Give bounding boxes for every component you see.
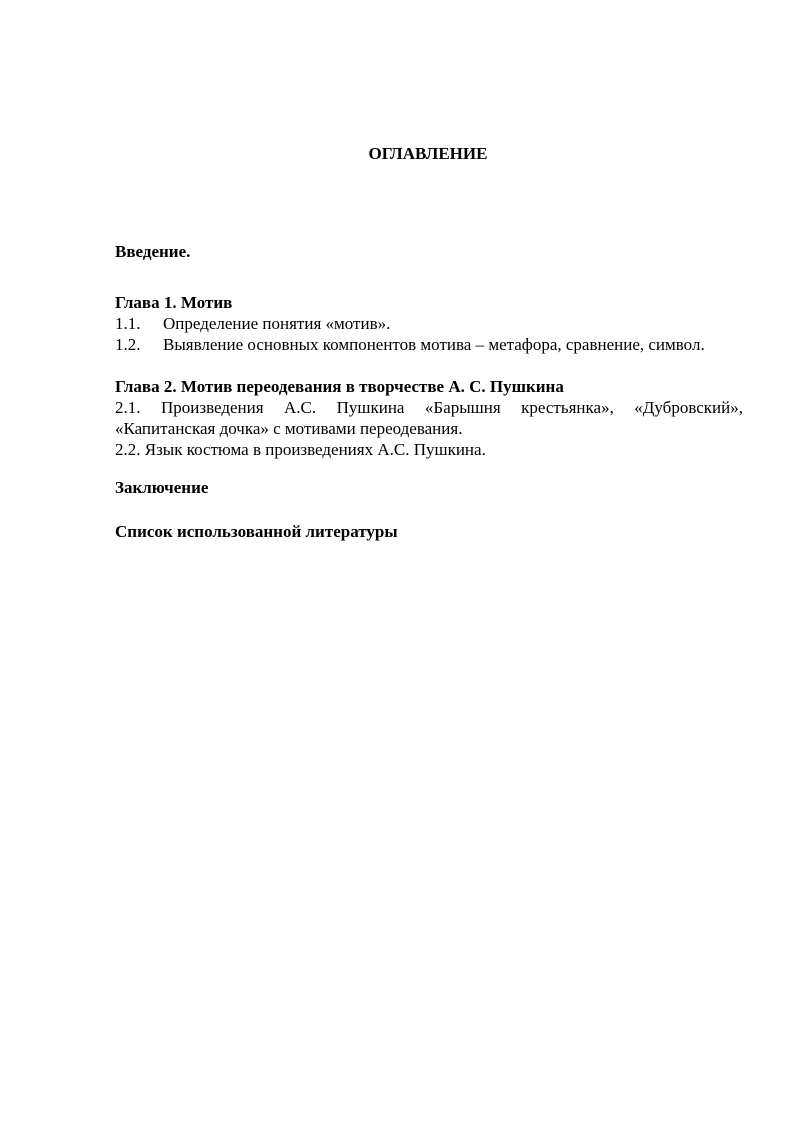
toc-item-text: Выявление основных компонентов мотива – метафора, сравнение, символ.: [163, 335, 705, 354]
toc-item-1-1: [115, 313, 743, 334]
toc-item-text: Определение понятия «мотив».: [163, 314, 391, 333]
toc-introduction: Введение.: [115, 242, 191, 261]
toc-item-2-2: 2.2. Язык костюма в произведениях А.С. Пушкина.: [115, 440, 486, 459]
toc-item-1-2: [115, 334, 743, 355]
toc-conclusion: Заключение: [115, 478, 209, 497]
table-of-contents: [115, 241, 743, 542]
toc-chapter-1-heading: Глава 1. Мотив: [115, 293, 233, 312]
toc-references: Список использованной литературы: [115, 522, 398, 541]
page-title: ОГЛАВЛЕНИЕ: [368, 144, 488, 163]
toc-item-number: 1.1.: [115, 314, 141, 333]
toc-item-number: 1.2.: [115, 335, 141, 354]
toc-chapter-2-heading: Глава 2. Мотив переодевания в творчестве А. С. Пушкина: [115, 377, 564, 396]
toc-item-2-1: 2.1. Произведения А.С. Пушкина «Барышня крестьянка», «Дубровский», «Капитанская дочка» с мотивами переодевания.: [115, 398, 743, 438]
